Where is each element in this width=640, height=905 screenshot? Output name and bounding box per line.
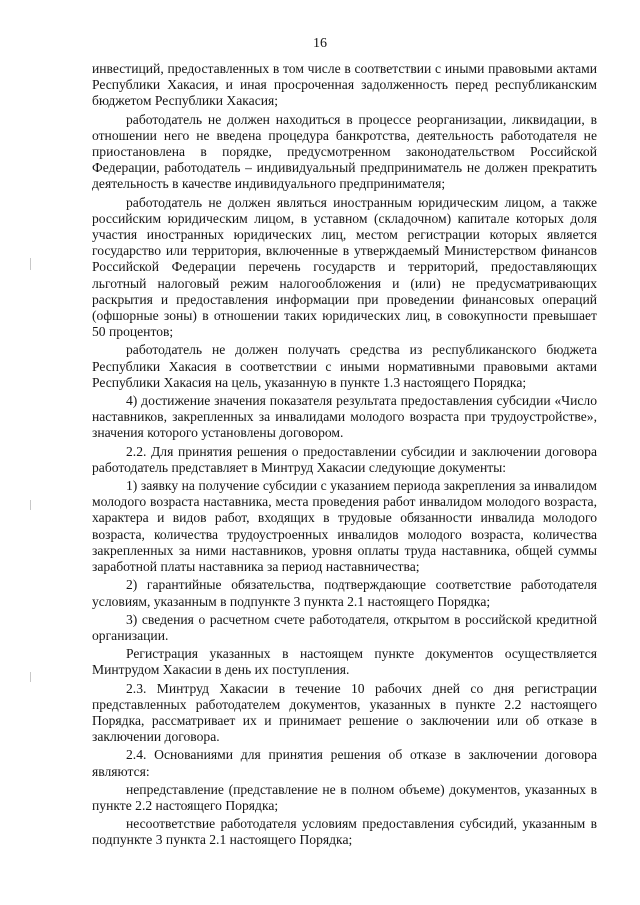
- paragraph-reorganization-condition: работодатель не должен находиться в процессе реорганизации, ликвидации, в отношении него не введена процедура банкротства, деятельность работодателя не приостановлена в порядке, предусмотренном законодательством Российской Федерации, работодатель – индивидуальный предприниматель не должен прекратить деятельность в качестве индивидуального предпринимателя;: [92, 111, 597, 192]
- paragraph-refusal-reason-conditions: несоответствие работодателя условиям предоставления субсидий, указанным в подпункте 3 пункта 2.1 настоящего Порядка;: [92, 816, 597, 848]
- paragraph-section-2-4: 2.4. Основаниями для принятия решения об отказе в заключении договора являются:: [92, 747, 597, 779]
- paragraph-refusal-reason-documents: непредставление (представление не в полном объеме) документов, указанных в пункте 2.2 настоящего Порядка;: [92, 781, 597, 813]
- margin-scan-mark: [30, 500, 31, 510]
- paragraph-section-2-2: 2.2. Для принятия решения о предоставлении субсидии и заключении договора работодатель представляет в Минтруд Хакасии следующие документы:: [92, 443, 597, 475]
- paragraph-foreign-entity-condition: работодатель не должен являться иностранным юридическим лицом, а также российским юридическим лицом, в уставном (складочном) капитале которых доля участия иностранных юридических лиц, местом регистрации которых является государство или территория, включенные в утверждаемый Министерством финансов Российской Федерации перечень государств и территорий, предоставляющих льготный налоговый режим налогообложения и (или) не предусматривающих раскрытия и предоставления информации при проведении финансовых операций (офшорные зоны) в отношении таких юридических лиц, в совокупности превышает 50 процентов;: [92, 194, 597, 340]
- paragraph-registration: Регистрация указанных в настоящем пункте документов осуществляется Минтрудом Хакасии в день их поступления.: [92, 646, 597, 678]
- margin-scan-mark: [30, 672, 31, 682]
- paragraph-budget-funds-condition: работодатель не должен получать средства из республиканского бюджета Республики Хакасия в соответствии с иными нормативными правовыми актами Республики Хакасия на цель, указанную в пункте 1.3 настоящего Порядка;: [92, 342, 597, 390]
- margin-scan-mark: [30, 258, 31, 270]
- paragraph-application: 1) заявку на получение субсидии с указанием периода закрепления за инвалидом молодого возраста наставника, места проведения работ инвалидом молодого возраста, характера и видов работ, входящих в трудовые обязанности инвалида молодого возраста, количества трудоустроенных инвалидов молодого возраста, количества закрепленных за ними наставников, уровня оплаты труда наставника, общей суммы заработной платы наставника за период наставничества;: [92, 478, 597, 575]
- paragraph-section-2-3: 2.3. Минтруд Хакасии в течение 10 рабочих дней со дня регистрации представленных работодателем документов, указанных в пункте 2.2 настоящего Порядка, рассматривает их и принимает решение о заключении или об отказе в заключении договора.: [92, 680, 597, 745]
- document-body: [92, 61, 597, 849]
- paragraph-continuation: инвестиций, предоставленных в том числе в соответствии с иными правовыми актами Республики Хакасия, и иная просроченная задолженность перед республиканским бюджетом Республики Хакасия;: [92, 61, 597, 109]
- paragraph-guarantee-obligations: 2) гарантийные обязательства, подтверждающие соответствие работодателя условиям, указанным в подпункте 3 пункта 2.1 настоящего Порядка;: [92, 577, 597, 609]
- paragraph-bank-account: 3) сведения о расчетном счете работодателя, открытом в российской кредитной организации.: [92, 611, 597, 643]
- page-number: 16: [313, 36, 327, 51]
- paragraph-result-indicator: 4) достижение значения показателя результата предоставления субсидии «Число наставников, закрепленных за инвалидами молодого возраста при трудоустройстве», значения которого установлены договором.: [92, 393, 597, 441]
